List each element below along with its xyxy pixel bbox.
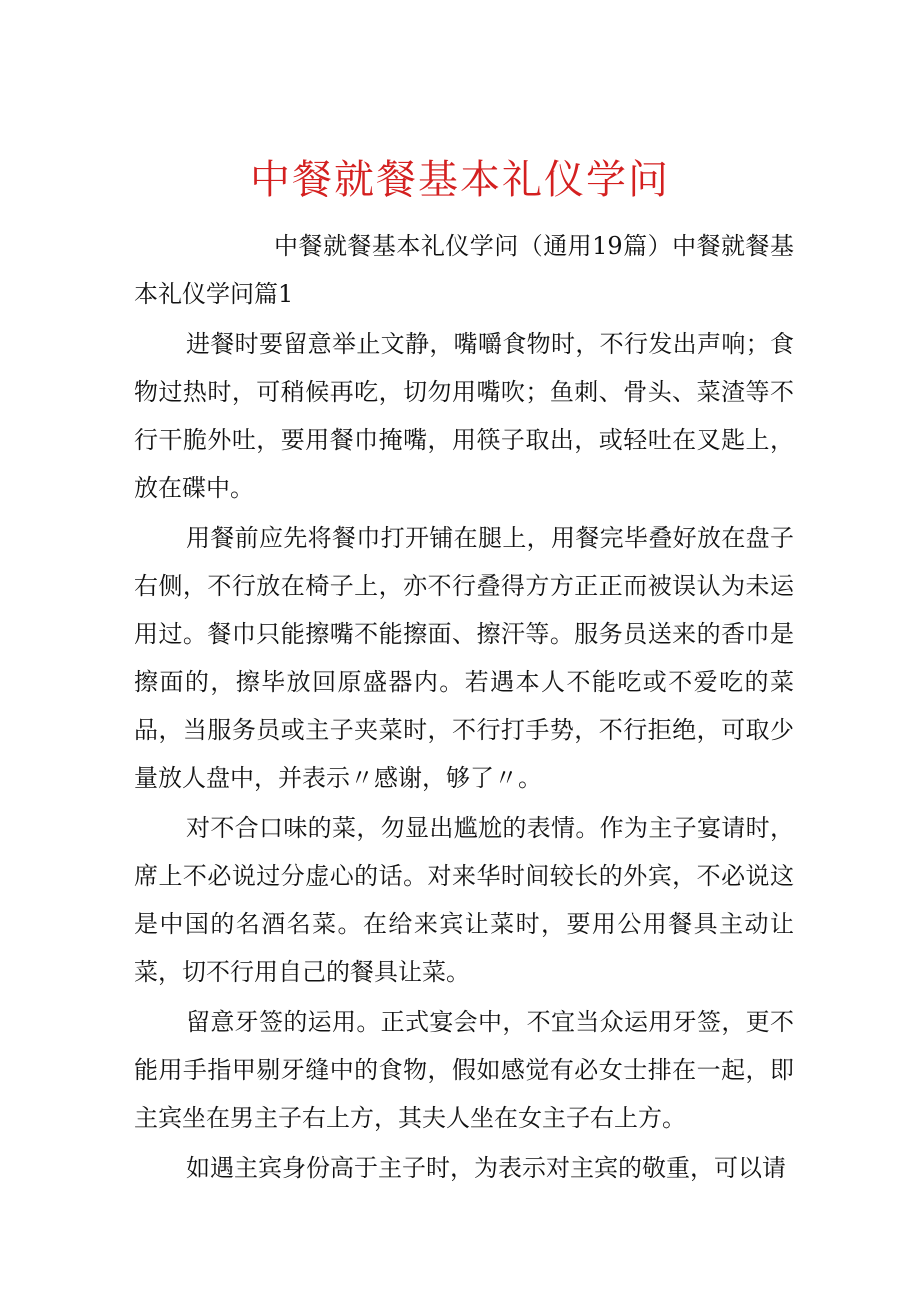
paragraph-2: 用餐前应先将餐巾打开铺在腿上，用餐完毕叠好放在盘子右侧，不行放在椅子上，亦不行叠得方方正正而被误认为未运用过。餐巾只能擦嘴不能擦面、擦汗等。服务员送来的香巾是擦面的，擦毕放回原盛器内。若遇本人不能吃或不爱吃的菜品，当服务员或主子夹菜时，不行打手势，不行拒绝，可取少量放人盘中，并表示〃感谢，够了〃。 [134,524,794,792]
paragraph-5: 如遇主宾身份高于主子时，为表示对主宾的敬重，可以请 [186,1154,786,1182]
paragraph-4: 留意牙签的运用。正式宴会中，不宜当众运用牙签，更不能用手指甲剔牙缝中的食物，假如感觉有必女士排在一起，即主宾坐在男主子右上方，其夫人坐在女主子右上方。 [134,1008,794,1132]
paragraph-1: 进餐时要留意举止文静，嘴嚼食物时，不行发出声响；食物过热时，可稍候再吃，切勿用嘴吹；鱼刺、骨头、菜渣等不行干脆外吐，要用餐巾掩嘴，用筷子取出，或轻吐在叉匙上，放在碟中。 [134,330,794,502]
document-subtitle: 中餐就餐基本礼仪学问（通用19篇）中餐就餐基本礼仪学问篇1 [134,232,794,308]
document-body [134,222,794,1194]
paragraph-3: 对不合口味的菜，勿显出尴尬的表情。作为主子宴请时，席上不必说过分虚心的话。对来华时间较长的外宾，不必说这是中国的名酒名菜。在给来宾让菜时，要用公用餐具主动让菜，切不行用自己的餐具让菜。 [134,814,794,986]
document-title: 中餐就餐基本礼仪学问 [250,157,670,203]
